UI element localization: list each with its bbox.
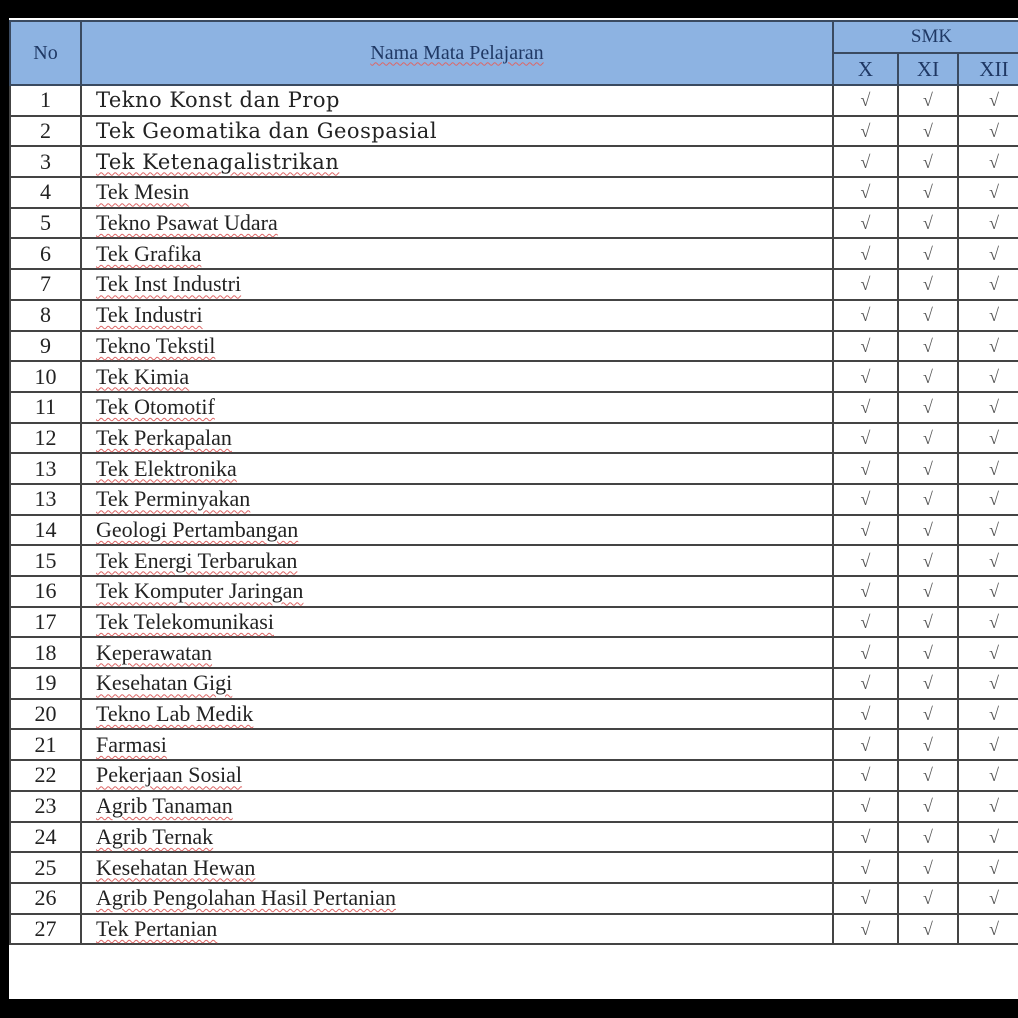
check-grade-x <box>833 914 898 945</box>
check-grade-xii <box>958 116 1018 147</box>
checkmark-icon: √ <box>860 213 871 234</box>
checkmark-icon: √ <box>860 734 871 755</box>
subject-name-text: Tek Industri <box>96 302 203 328</box>
table-row <box>10 668 1018 699</box>
subject-name <box>81 883 833 914</box>
row-number: 10 <box>10 361 81 392</box>
row-number: 7 <box>10 269 81 300</box>
subject-name-text: Tekno Psawat Udara <box>96 210 278 236</box>
check-grade-x <box>833 177 898 208</box>
subject-name-text: Kesehatan Hewan <box>96 854 256 880</box>
subject-name <box>81 699 833 730</box>
checkmark-icon: √ <box>923 151 933 172</box>
table-row <box>10 423 1018 454</box>
subjects-table <box>9 20 1018 945</box>
checkmark-icon: √ <box>989 673 999 694</box>
check-grade-x <box>833 791 898 822</box>
check-grade-xii <box>958 576 1018 607</box>
check-grade-xi <box>898 515 958 546</box>
checkmark-icon: √ <box>989 274 999 295</box>
checkmark-icon: √ <box>989 734 999 755</box>
subject-name-text: Tek Geomatika dan Geospasial <box>96 119 438 144</box>
checkmark-icon: √ <box>860 642 871 663</box>
checkmark-icon: √ <box>860 121 871 142</box>
subject-name-text: Tek Ketenagalistrikan <box>96 149 340 174</box>
checkmark-icon: √ <box>860 581 871 602</box>
row-number: 3 <box>10 146 81 177</box>
check-grade-xii <box>958 607 1018 638</box>
table-row <box>10 177 1018 208</box>
subject-name <box>81 484 833 515</box>
subject-name-text: Tek Komputer Jaringan <box>96 578 304 604</box>
check-grade-xi <box>898 85 958 116</box>
check-grade-xi <box>898 146 958 177</box>
row-number: 8 <box>10 300 81 331</box>
check-grade-xii <box>958 331 1018 362</box>
checkmark-icon: √ <box>923 581 933 602</box>
subject-name <box>81 729 833 760</box>
checkmark-icon: √ <box>923 888 933 909</box>
check-grade-xi <box>898 484 958 515</box>
subject-name <box>81 85 833 116</box>
checkmark-icon: √ <box>923 489 933 510</box>
check-grade-xi <box>898 699 958 730</box>
row-number: 23 <box>10 791 81 822</box>
check-grade-xi <box>898 453 958 484</box>
subject-name-text: Tek Telekomunikasi <box>96 609 274 635</box>
header-no: No <box>10 21 81 85</box>
document-sheet <box>9 18 1018 999</box>
checkmark-icon: √ <box>923 550 933 571</box>
checkmark-icon: √ <box>860 243 871 264</box>
check-grade-xii <box>958 515 1018 546</box>
subject-name <box>81 238 833 269</box>
top-black-bar <box>0 0 1018 18</box>
checkmark-icon: √ <box>989 642 999 663</box>
checkmark-icon: √ <box>860 274 871 295</box>
subject-name-text: Agrib Tanaman <box>96 793 233 819</box>
checkmark-icon: √ <box>989 489 999 510</box>
subject-name <box>81 668 833 699</box>
subject-name <box>81 545 833 576</box>
table-row <box>10 85 1018 116</box>
subject-name <box>81 331 833 362</box>
checkmark-icon: √ <box>989 857 999 878</box>
checkmark-icon: √ <box>989 581 999 602</box>
check-grade-xi <box>898 392 958 423</box>
checkmark-icon: √ <box>923 335 933 356</box>
table-row <box>10 822 1018 853</box>
check-grade-x <box>833 331 898 362</box>
check-grade-x <box>833 576 898 607</box>
check-grade-x <box>833 637 898 668</box>
row-number: 9 <box>10 331 81 362</box>
row-number: 26 <box>10 883 81 914</box>
subject-name-text: Tek Perminyakan <box>96 486 251 512</box>
checkmark-icon: √ <box>923 704 933 725</box>
checkmark-icon: √ <box>923 121 933 142</box>
check-grade-xi <box>898 637 958 668</box>
checkmark-icon: √ <box>989 458 999 479</box>
header-subject-name <box>81 21 833 85</box>
check-grade-xii <box>958 269 1018 300</box>
table-row <box>10 361 1018 392</box>
check-grade-xi <box>898 822 958 853</box>
check-grade-xii <box>958 852 1018 883</box>
subject-name <box>81 822 833 853</box>
subject-name-text: Tek Otomotif <box>96 394 215 420</box>
check-grade-xi <box>898 852 958 883</box>
checkmark-icon: √ <box>860 704 871 725</box>
check-grade-x <box>833 515 898 546</box>
subject-name <box>81 791 833 822</box>
subject-name <box>81 361 833 392</box>
subject-name-text: Farmasi <box>96 731 167 757</box>
check-grade-x <box>833 545 898 576</box>
checkmark-icon: √ <box>989 305 999 326</box>
check-grade-x <box>833 392 898 423</box>
check-grade-x <box>833 852 898 883</box>
row-number: 1 <box>10 85 81 116</box>
subject-name-text: Tek Energi Terbarukan <box>96 547 298 573</box>
check-grade-xi <box>898 729 958 760</box>
row-number: 13 <box>10 484 81 515</box>
check-grade-x <box>833 116 898 147</box>
subject-name <box>81 146 833 177</box>
check-grade-xi <box>898 423 958 454</box>
table-row <box>10 208 1018 239</box>
subject-name-text: Tekno Lab Medik <box>96 701 254 727</box>
subject-name-text: Kesehatan Gigi <box>96 670 233 696</box>
subject-name <box>81 637 833 668</box>
check-grade-xi <box>898 300 958 331</box>
check-grade-xi <box>898 331 958 362</box>
table-row <box>10 392 1018 423</box>
subject-name <box>81 300 833 331</box>
subject-name-text: Tek Elektronika <box>96 455 237 481</box>
check-grade-xii <box>958 668 1018 699</box>
check-grade-xi <box>898 361 958 392</box>
checkmark-icon: √ <box>923 519 933 540</box>
check-grade-xii <box>958 914 1018 945</box>
subject-name <box>81 453 833 484</box>
subject-name <box>81 423 833 454</box>
row-number: 6 <box>10 238 81 269</box>
table-row <box>10 760 1018 791</box>
check-grade-x <box>833 760 898 791</box>
check-grade-x <box>833 607 898 638</box>
check-grade-xii <box>958 238 1018 269</box>
check-grade-xi <box>898 177 958 208</box>
checkmark-icon: √ <box>989 519 999 540</box>
table-row <box>10 545 1018 576</box>
header-grade-xii: XII <box>958 53 1018 85</box>
table-row <box>10 331 1018 362</box>
checkmark-icon: √ <box>860 519 871 540</box>
checkmark-icon: √ <box>860 305 871 326</box>
check-grade-xii <box>958 85 1018 116</box>
checkmark-icon: √ <box>860 796 871 817</box>
check-grade-xi <box>898 269 958 300</box>
header-subject-name-text: Nama Mata Pelajaran <box>370 41 544 64</box>
row-number: 14 <box>10 515 81 546</box>
check-grade-x <box>833 208 898 239</box>
checkmark-icon: √ <box>989 826 999 847</box>
table-row <box>10 699 1018 730</box>
check-grade-xii <box>958 423 1018 454</box>
check-grade-xii <box>958 760 1018 791</box>
checkmark-icon: √ <box>860 90 871 111</box>
checkmark-icon: √ <box>989 765 999 786</box>
row-number: 12 <box>10 423 81 454</box>
row-number: 13 <box>10 453 81 484</box>
table-row <box>10 791 1018 822</box>
checkmark-icon: √ <box>989 243 999 264</box>
subject-name-text: Geologi Pertambangan <box>96 516 299 542</box>
check-grade-xi <box>898 668 958 699</box>
check-grade-xi <box>898 576 958 607</box>
checkmark-icon: √ <box>989 182 999 203</box>
checkmark-icon: √ <box>989 550 999 571</box>
row-number: 11 <box>10 392 81 423</box>
check-grade-x <box>833 822 898 853</box>
check-grade-x <box>833 361 898 392</box>
table-row <box>10 883 1018 914</box>
table-header <box>10 21 1018 85</box>
checkmark-icon: √ <box>860 182 871 203</box>
checkmark-icon: √ <box>923 243 933 264</box>
check-grade-xii <box>958 637 1018 668</box>
checkmark-icon: √ <box>923 765 933 786</box>
check-grade-xi <box>898 238 958 269</box>
checkmark-icon: √ <box>923 612 933 633</box>
row-number: 4 <box>10 177 81 208</box>
checkmark-icon: √ <box>923 918 933 939</box>
row-number: 24 <box>10 822 81 853</box>
subject-name-text: Tek Inst Industri <box>96 271 242 297</box>
check-grade-xii <box>958 484 1018 515</box>
checkmark-icon: √ <box>989 612 999 633</box>
row-number: 18 <box>10 637 81 668</box>
checkmark-icon: √ <box>860 335 871 356</box>
subject-name-text: Tekno Tekstil <box>96 332 216 358</box>
subject-name-text: Tek Grafika <box>96 240 202 266</box>
checkmark-icon: √ <box>989 918 999 939</box>
row-number: 16 <box>10 576 81 607</box>
check-grade-x <box>833 484 898 515</box>
check-grade-xi <box>898 883 958 914</box>
row-number: 27 <box>10 914 81 945</box>
check-grade-xii <box>958 699 1018 730</box>
subject-name-text: Tek Mesin <box>96 179 190 205</box>
checkmark-icon: √ <box>860 427 871 448</box>
checkmark-icon: √ <box>860 673 871 694</box>
checkmark-icon: √ <box>860 489 871 510</box>
subject-name-text: Tek Pertanian <box>96 915 218 941</box>
table-row <box>10 116 1018 147</box>
check-grade-xi <box>898 116 958 147</box>
checkmark-icon: √ <box>923 826 933 847</box>
subject-name <box>81 208 833 239</box>
subject-name <box>81 607 833 638</box>
table-row <box>10 238 1018 269</box>
checkmark-icon: √ <box>923 397 933 418</box>
subject-name-text: Tek Kimia <box>96 363 190 389</box>
check-grade-xii <box>958 146 1018 177</box>
checkmark-icon: √ <box>989 151 999 172</box>
subject-name-text: Pekerjaan Sosial <box>96 762 243 788</box>
checkmark-icon: √ <box>923 366 933 387</box>
bottom-black-bar <box>0 999 1018 1018</box>
checkmark-icon: √ <box>860 826 871 847</box>
subject-name <box>81 852 833 883</box>
check-grade-xi <box>898 914 958 945</box>
checkmark-icon: √ <box>989 888 999 909</box>
check-grade-x <box>833 699 898 730</box>
checkmark-icon: √ <box>989 397 999 418</box>
checkmark-icon: √ <box>923 90 933 111</box>
check-grade-xi <box>898 208 958 239</box>
check-grade-xii <box>958 453 1018 484</box>
checkmark-icon: √ <box>923 734 933 755</box>
checkmark-icon: √ <box>923 642 933 663</box>
checkmark-icon: √ <box>989 704 999 725</box>
check-grade-x <box>833 269 898 300</box>
subject-name <box>81 515 833 546</box>
checkmark-icon: √ <box>860 397 871 418</box>
table-row <box>10 914 1018 945</box>
subject-name-text: Agrib Pengolahan Hasil Pertanian <box>96 885 396 911</box>
check-grade-x <box>833 423 898 454</box>
header-grade-x: X <box>833 53 898 85</box>
check-grade-xii <box>958 729 1018 760</box>
subject-name-text: Agrib Ternak <box>96 823 214 849</box>
table-row <box>10 269 1018 300</box>
checkmark-icon: √ <box>923 857 933 878</box>
subject-name <box>81 177 833 208</box>
check-grade-xii <box>958 361 1018 392</box>
table-row <box>10 453 1018 484</box>
subject-name <box>81 392 833 423</box>
check-grade-xii <box>958 822 1018 853</box>
checkmark-icon: √ <box>860 366 871 387</box>
checkmark-icon: √ <box>860 918 871 939</box>
check-grade-xii <box>958 791 1018 822</box>
checkmark-icon: √ <box>923 213 933 234</box>
row-number: 5 <box>10 208 81 239</box>
table-row <box>10 607 1018 638</box>
check-grade-xii <box>958 392 1018 423</box>
checkmark-icon: √ <box>923 673 933 694</box>
checkmark-icon: √ <box>860 888 871 909</box>
subject-name-text: Tekno Konst dan Prop <box>96 88 340 113</box>
check-grade-x <box>833 729 898 760</box>
check-grade-xii <box>958 208 1018 239</box>
row-number: 2 <box>10 116 81 147</box>
row-number: 20 <box>10 699 81 730</box>
row-number: 25 <box>10 852 81 883</box>
checkmark-icon: √ <box>860 550 871 571</box>
table-row <box>10 300 1018 331</box>
checkmark-icon: √ <box>989 121 999 142</box>
check-grade-x <box>833 883 898 914</box>
table-row <box>10 146 1018 177</box>
table-row <box>10 484 1018 515</box>
checkmark-icon: √ <box>989 427 999 448</box>
checkmark-icon: √ <box>860 458 871 479</box>
check-grade-xii <box>958 300 1018 331</box>
check-grade-x <box>833 668 898 699</box>
table-row <box>10 637 1018 668</box>
check-grade-xi <box>898 760 958 791</box>
header-smk-group: SMK <box>833 21 1018 53</box>
table-row <box>10 729 1018 760</box>
row-number: 15 <box>10 545 81 576</box>
subject-name-text: Keperawatan <box>96 639 213 665</box>
checkmark-icon: √ <box>860 857 871 878</box>
row-number: 22 <box>10 760 81 791</box>
check-grade-xi <box>898 791 958 822</box>
check-grade-xii <box>958 883 1018 914</box>
checkmark-icon: √ <box>989 213 999 234</box>
check-grade-xi <box>898 607 958 638</box>
subject-name <box>81 576 833 607</box>
check-grade-xii <box>958 545 1018 576</box>
checkmark-icon: √ <box>989 90 999 111</box>
check-grade-xi <box>898 545 958 576</box>
table-row <box>10 515 1018 546</box>
checkmark-icon: √ <box>860 765 871 786</box>
subject-name <box>81 914 833 945</box>
subject-name-text: Tek Perkapalan <box>96 424 232 450</box>
checkmark-icon: √ <box>923 305 933 326</box>
row-number: 21 <box>10 729 81 760</box>
checkmark-icon: √ <box>923 182 933 203</box>
check-grade-x <box>833 238 898 269</box>
check-grade-x <box>833 453 898 484</box>
checkmark-icon: √ <box>923 458 933 479</box>
table-body <box>10 85 1018 944</box>
table-row <box>10 576 1018 607</box>
row-number: 19 <box>10 668 81 699</box>
table-row <box>10 852 1018 883</box>
checkmark-icon: √ <box>923 427 933 448</box>
subject-name <box>81 116 833 147</box>
checkmark-icon: √ <box>989 366 999 387</box>
checkmark-icon: √ <box>860 151 871 172</box>
check-grade-x <box>833 300 898 331</box>
header-grade-xi: XI <box>898 53 958 85</box>
checkmark-icon: √ <box>923 274 933 295</box>
checkmark-icon: √ <box>989 335 999 356</box>
check-grade-x <box>833 146 898 177</box>
checkmark-icon: √ <box>989 796 999 817</box>
subject-name <box>81 269 833 300</box>
checkmark-icon: √ <box>860 612 871 633</box>
subject-name <box>81 760 833 791</box>
check-grade-xii <box>958 177 1018 208</box>
checkmark-icon: √ <box>923 796 933 817</box>
row-number: 17 <box>10 607 81 638</box>
check-grade-x <box>833 85 898 116</box>
